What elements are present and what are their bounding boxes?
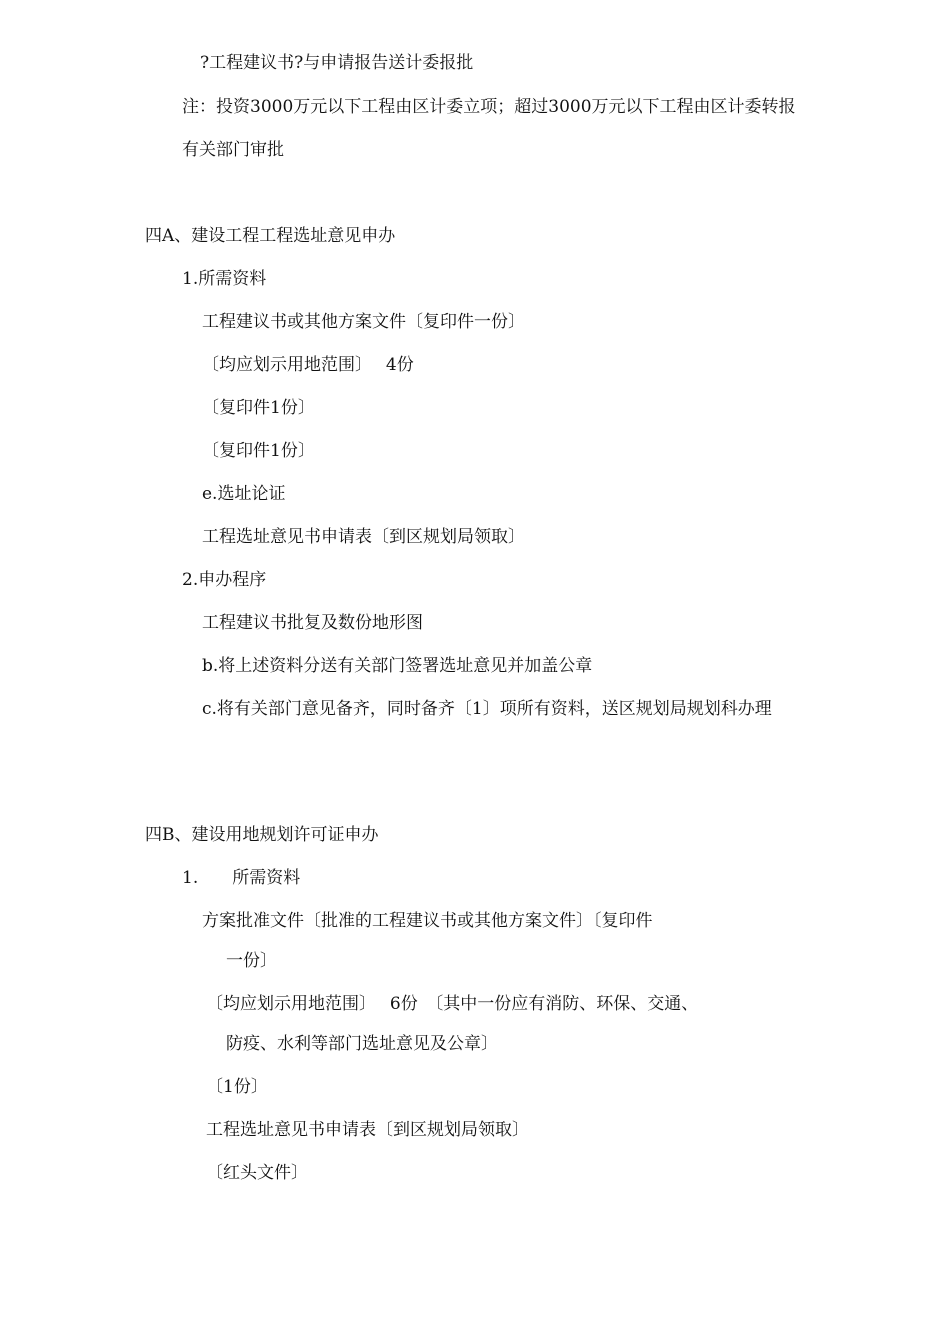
- list-item: 〔复印件1份〕: [202, 441, 315, 461]
- list-item: 〔复印件1份〕: [202, 398, 315, 418]
- list-item: 〔均应划示用地范围〕 6份 〔其中一份应有消防、环保、交通、: [206, 994, 699, 1014]
- list-item: 〔红头文件〕: [206, 1163, 308, 1183]
- list-item: c.将有关部门意见备齐，同时备齐〔1〕项所有资料，送区规划局规划科办理: [202, 699, 772, 719]
- list-item: e.选址论证: [202, 484, 286, 504]
- list-item: 方案批准文件〔批准的工程建议书或其他方案文件〕〔复印件: [202, 911, 653, 931]
- list-item-continuation: 一份〕: [226, 951, 277, 971]
- list-item: 工程选址意见书申请表〔到区规划局领取〕: [202, 527, 525, 547]
- subsection-heading: 1.所需资料: [182, 269, 267, 289]
- section-heading: 四B、建设用地规划许可证申办: [145, 825, 379, 845]
- section-heading: 四A、建设工程工程选址意见申办: [145, 226, 396, 246]
- list-item: b.将上述资料分送有关部门签署选址意见并加盖公章: [202, 656, 593, 676]
- text-line: ?工程建议书?与申请报告送计委报批: [200, 53, 474, 73]
- text-line: 注：投资3000万元以下工程由区计委立项；超过3000万元以下工程由区计委转报: [182, 97, 796, 117]
- list-item: 工程选址意见书申请表〔到区规划局领取〕: [206, 1120, 529, 1140]
- subsection-heading: 2.申办程序: [182, 570, 267, 590]
- text-line: 有关部门审批: [182, 140, 284, 160]
- list-item-continuation: 防疫、水利等部门选址意见及公章〕: [226, 1034, 498, 1054]
- list-item: 工程建议书批复及数份地形图: [202, 613, 423, 633]
- subsection-heading: 1. 所需资料: [182, 868, 301, 888]
- list-item: 〔均应划示用地范围〕 4份: [202, 355, 414, 375]
- list-item: 〔1份〕: [206, 1077, 268, 1097]
- list-item: 工程建议书或其他方案文件〔复印件一份〕: [202, 312, 525, 332]
